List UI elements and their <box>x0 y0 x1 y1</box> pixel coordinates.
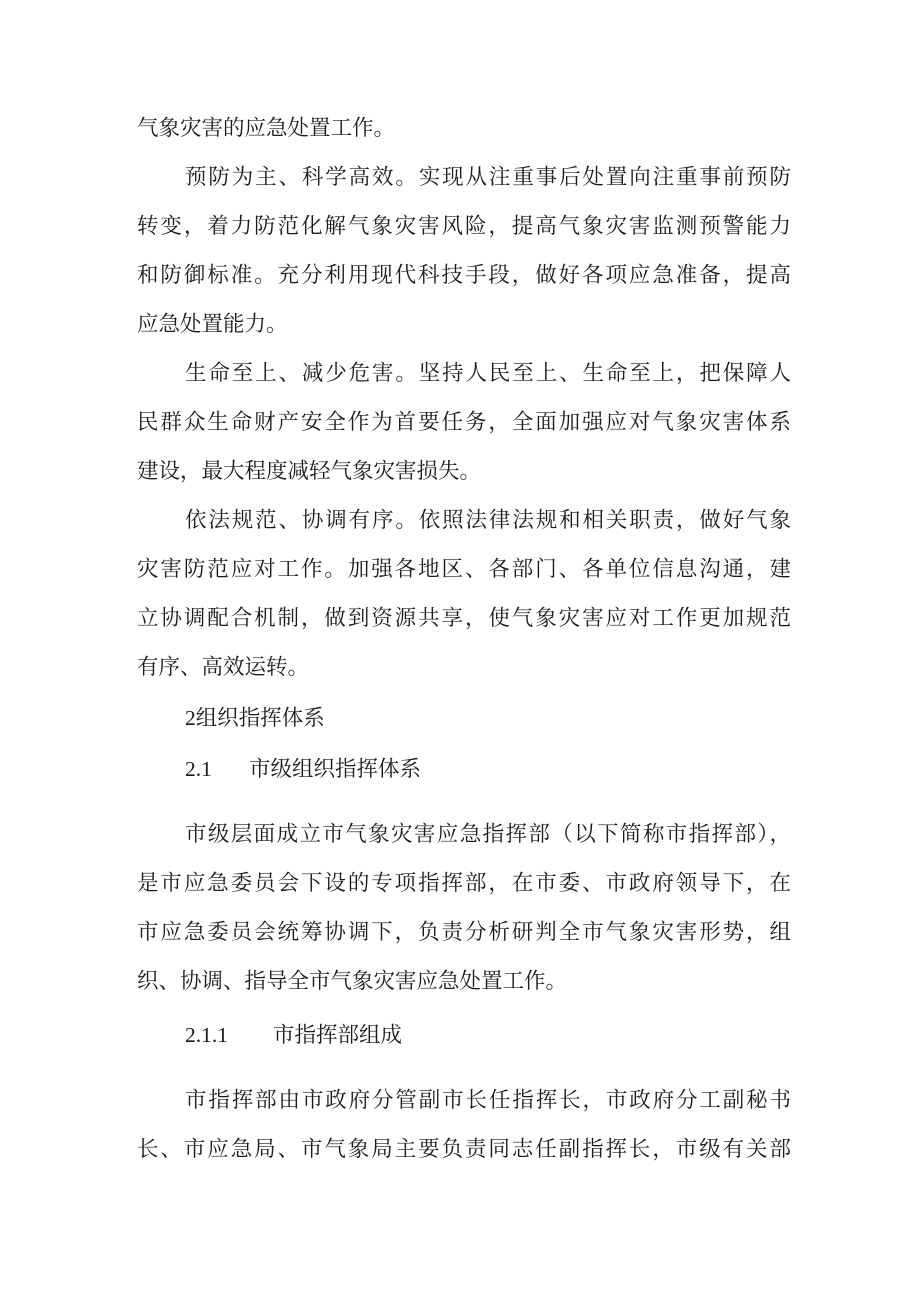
paragraph-line: 长、市应急局、市气象局主要负责同志任副指挥长，市级有关部 <box>137 1137 791 1162</box>
subsection-title: 市级组织指挥体系 <box>249 757 422 782</box>
paragraph-line: 预防为主、科学高效。实现从注重事后处置向注重事前预防 <box>185 165 791 190</box>
paragraph-line: 建设，最大程度减轻气象灾害损失。 <box>137 459 482 484</box>
paragraph-line: 应急处置能力。 <box>137 312 288 337</box>
paragraph-line: 依法规范、协调有序。依照法律法规和相关职责，做好气象 <box>185 508 791 533</box>
paragraph-line: 是市应急委员会下设的专项指挥部，在市委、市政府领导下，在 <box>137 871 791 896</box>
subsection-number: 2.1 <box>185 757 212 781</box>
paragraph-line: 转变，着力防范化解气象灾害风险，提高气象灾害监测预警能力 <box>137 214 791 239</box>
subsection-heading <box>185 754 421 785</box>
paragraph-line: 织、协调、指导全市气象灾害应急处置工作。 <box>137 969 568 994</box>
paragraph-line: 市应急委员会统筹协调下，负责分析研判全市气象灾害形势，组 <box>137 920 791 945</box>
section-title: 组织指挥体系 <box>195 706 325 731</box>
paragraph-line: 和防御标准。充分利用现代科技手段，做好各项应急准备，提高 <box>137 263 791 288</box>
subsubsection-heading <box>185 1020 402 1051</box>
paragraph-line: 民群众生命财产安全作为首要任务，全面加强应对气象灾害体系 <box>137 410 791 435</box>
section-heading <box>185 703 325 734</box>
paragraph-line: 市级层面成立市气象灾害应急指挥部（以下简称市指挥部）， <box>185 822 791 847</box>
paragraph-line: 市指挥部由市政府分管副市长任指挥长，市政府分工副秘书 <box>185 1088 791 1113</box>
paragraph-line: 有序、高效运转。 <box>137 655 310 680</box>
subsubsection-number: 2.1.1 <box>185 1023 228 1047</box>
paragraph-line: 气象灾害的应急处置工作。 <box>137 116 396 141</box>
paragraph-line: 灾害防范应对工作。加强各地区、各部门、各单位信息沟通，建 <box>137 557 791 582</box>
subsubsection-title: 市指挥部组成 <box>273 1023 403 1048</box>
paragraph-line: 立协调配合机制，做到资源共享，使气象灾害应对工作更加规范 <box>137 606 791 631</box>
paragraph-line: 生命至上、减少危害。坚持人民至上、生命至上，把保障人 <box>185 361 791 386</box>
section-number: 2 <box>185 706 196 730</box>
